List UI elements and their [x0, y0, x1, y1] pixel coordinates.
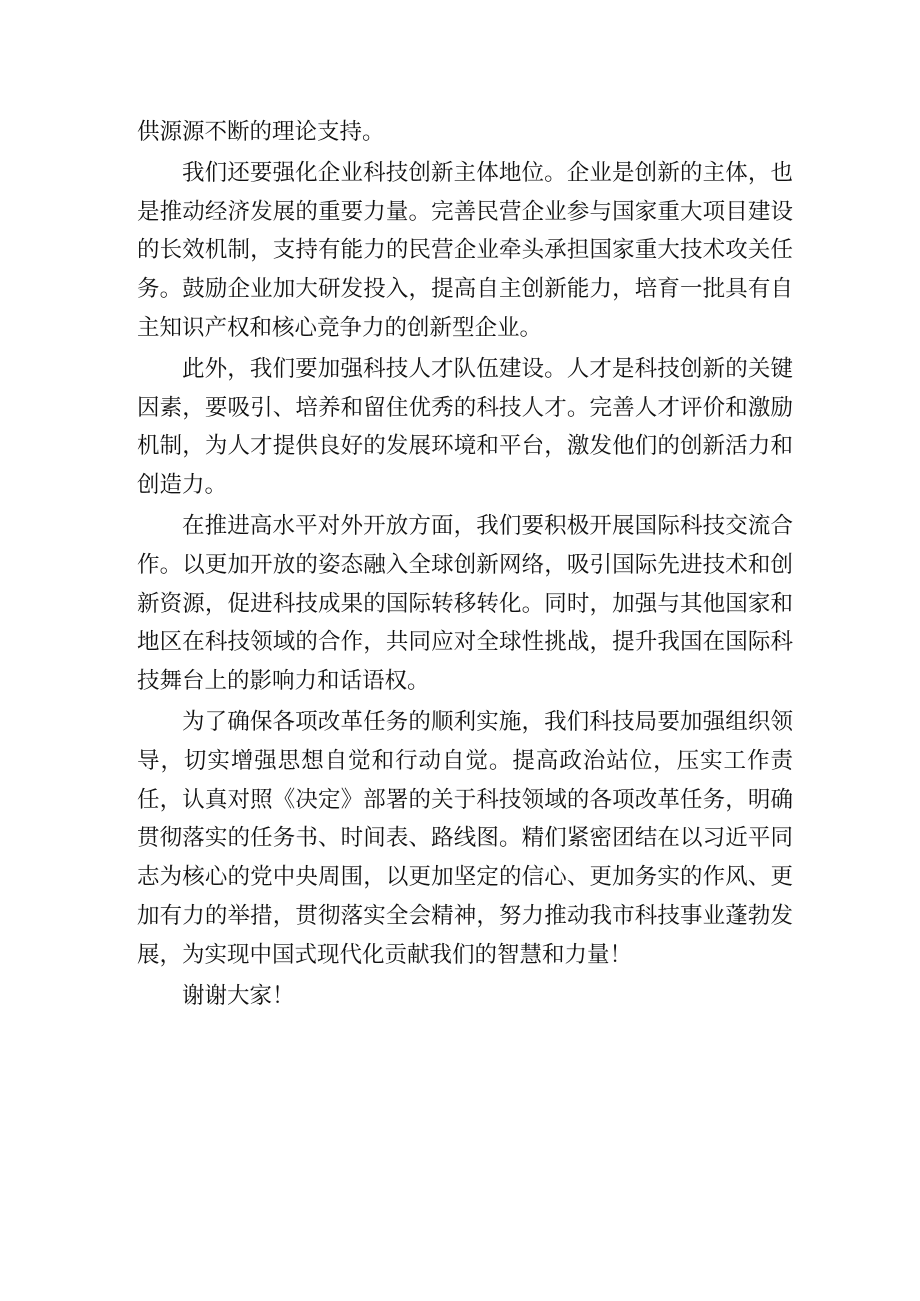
paragraph-3: 此外，我们要加强科技人才队伍建设。人才是科技创新的关键因素，要吸引、培养和留住优秀的科技人才。完善人才评价和激励机制，为人才提供良好的发展环境和平台，激发他们的创新活力和创造力。 [137, 355, 793, 499]
paragraph-closing: 谢谢大家！ [182, 982, 295, 1009]
paragraph-1: 供源源不断的理论支持。 [137, 119, 385, 145]
paragraph-2: 我们还要强化企业科技创新主体地位。企业是创新的主体，也是推动经济发展的重要力量。完善民营企业参与国家重大项目建设的长效机制，支持有能力的民营企业牵头承担国家重大技术攻关任务。鼓励企业加大研发投入，提高自主创新能力，培育一批具有自主知识产权和核心竞争力的创新型企业。 [137, 159, 793, 341]
paragraph-5: 为了确保各项改革任务的顺利实施，我们科技局要加强组织领导，切实增强思想自觉和行动自觉。提高政治站位，压实工作责任，认真对照《决定》部署的关于科技领域的各项改革任务，明确贯彻落实的任务书、时间表、路线图。精们紧密团结在以习近平同志为核心的党中央周围，以更加坚定的信心、更加务实的作风、更加有力的举措，贯彻落实全会精神，努力推动我市科技事业蓬勃发展，为实现中国式现代化贡献我们的智慧和力量！ [137, 708, 793, 968]
paragraph-4: 在推进高水平对外开放方面，我们要积极开展国际科技交流合作。以更加开放的姿态融入全球创新网络，吸引国际先进技术和创新资源，促进科技成果的国际转移转化。同时，加强与其他国家和地区在科技领域的合作，共同应对全球性挑战，提升我国在国际科技舞台上的影响力和话语权。 [137, 512, 793, 695]
document-body [137, 113, 793, 1017]
